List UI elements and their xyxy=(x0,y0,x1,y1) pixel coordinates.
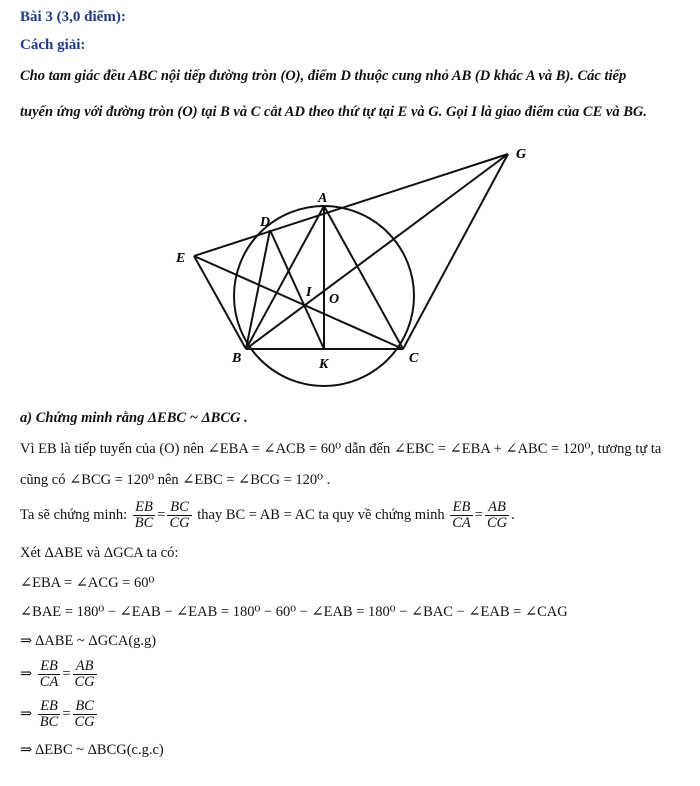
problem-line-1: Cho tam giác đều ABC nội tiếp đường tròn (O), điểm D thuộc cung nhỏ AB (D khác A và B). Các tiếp xyxy=(20,68,627,84)
label-g: G xyxy=(516,147,527,162)
label-k: K xyxy=(319,357,329,372)
line-bg xyxy=(246,154,508,349)
label-o: O xyxy=(329,292,340,307)
label-a: A xyxy=(318,191,328,206)
solution-line-4: Xét ΔABE và ΔGCA ta có: xyxy=(20,545,179,561)
label-c: C xyxy=(409,351,419,366)
line-db xyxy=(246,230,270,349)
solution-line-1: Vì EB là tiếp tuyến của (O) nên ∠EBA = ∠ACB = 60⁰ dẫn đến ∠EBC = ∠EBA + ∠ABC = 120⁰, tương tự ta xyxy=(20,441,662,457)
problem-line-2: tuyến ứng với đường tròn (O) tại B và C cắt AD theo thứ tự tại E và G. Gọi I là giao điểm của CE và BG. xyxy=(20,104,647,120)
solution-line-5: ∠EBA = ∠ACG = 60⁰ xyxy=(20,575,155,591)
geometry-figure xyxy=(0,140,700,520)
solution-heading: Cách giải: xyxy=(20,37,86,53)
fraction-bc-cg-2: $\frac{BC}{CG}$ xyxy=(74,698,95,730)
fraction-ab-cg: $\frac{AB}{CG}$ xyxy=(486,499,508,531)
fraction-ab-cg-2: $\frac{AB}{CG}$ xyxy=(74,658,95,690)
fraction-eb-ca-2: $\frac{EB}{CA}$ xyxy=(39,658,59,690)
solution-line-8: ⇒ $\frac{EB}{CA}$ = $\frac{AB}{CG}$ xyxy=(20,658,95,690)
label-d: D xyxy=(260,215,271,230)
side-ac xyxy=(324,206,403,349)
label-i: I xyxy=(306,285,312,300)
solution-line-7: ⇒ ΔABE ~ ΔGCA(g.g) xyxy=(20,633,157,649)
section-title: Bài 3 (3,0 điểm): xyxy=(20,9,126,25)
fraction-eb-bc: $\frac{EB}{BC}$ xyxy=(134,499,154,531)
line-ec xyxy=(194,256,403,349)
solution-line-6: ∠BAE = 180⁰ − ∠EAB − ∠EAB = 180⁰ − 60⁰ − ∠EAB = 180⁰ − ∠BAC − ∠EAB = ∠CAG xyxy=(20,604,568,620)
fraction-eb-ca: $\frac{EB}{CA}$ xyxy=(452,499,471,531)
solution-line-3: Ta sẽ chứng minh: $\frac{EB}{BC}$ = $\frac{BC}{CG}$ thay BC = AB = AC ta quy về chứng minh $\frac{EB}{CA}$ = $\frac{AB}{CG}$ . xyxy=(20,499,515,531)
solution-line-9: ⇒ $\frac{EB}{BC}$ = $\frac{BC}{CG}$ xyxy=(20,698,95,730)
label-e: E xyxy=(176,251,186,266)
label-b: B xyxy=(232,351,242,366)
solution-line-2: cũng có ∠BCG = 120⁰ nên ∠EBC = ∠BCG = 120⁰ . xyxy=(20,472,331,488)
fraction-bc-cg: $\frac{BC}{CG}$ xyxy=(169,499,190,531)
solution-line-10: ⇒ ΔEBC ~ ΔBCG(c.g.c) xyxy=(20,742,164,758)
fraction-eb-bc-2: $\frac{EB}{BC}$ xyxy=(39,698,59,730)
part-a-title: a) Chứng minh rằng ΔEBC ~ ΔBCG . xyxy=(20,410,248,426)
